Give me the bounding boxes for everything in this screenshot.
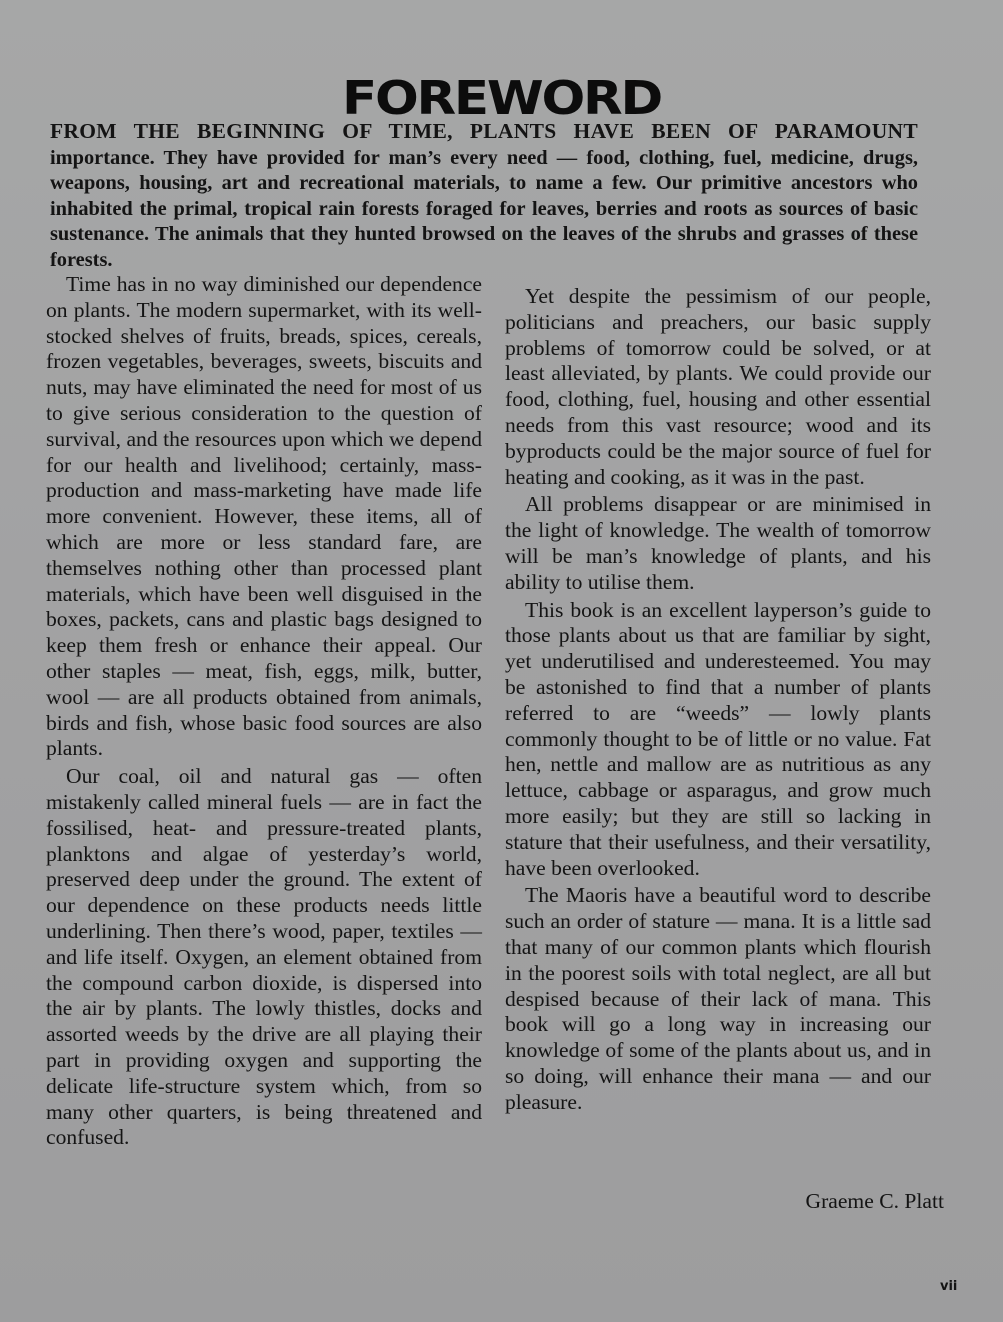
body-paragraph: This book is an excellent layperson’s guide to those plants about us that are familiar by sight, yet underutilised and underesteemed. You may be astonished to find that a number of plants referred to are “weeds” — lowly plants commonly thought to be of little or no value. Fat hen, nettle and mallow are as nutritious as any lettuce, cabbage or asparagus, and grow much more easily; but they are still so lacking in stature that their usefulness, and their versatility, have been overlooked. [505, 597, 931, 880]
intro-text: importance. They have provided for man’s every need — food, clothing, fuel, medicine, drugs, weapons, housing, art and recreational materials, to name a few. Our primitive ancestors who inhabited the primal, tropical rain forests foraged for leaves, berries and roots as sources of basic sustenance. The animals that they hunted browsed on the leaves of the shrubs and grasses of these forests. [50, 146, 918, 271]
page-number: vii [940, 1279, 958, 1294]
body-paragraph: Yet despite the pessimism of our people, politicians and preachers, our basic supply problems of tomorrow could be solved, or at least alleviated, by plants. We could provide our food, clothing, fuel, housing and other essential needs from this vast resource; wood and its byproducts could be the major source of fuel for heating and cooking, as it was in the past. [505, 284, 931, 489]
left-column [46, 272, 482, 1151]
body-paragraph: Our coal, oil and natural gas — often mistakenly called mineral fuels — are in fact the fossilised, heat- and pressure-treated plants, planktons and algae of yesterday’s world, preserved deep under the ground. The extent of our dependence on these products needs little underlining. Then there’s wood, paper, textiles — and life itself. Oxygen, an element obtained from the compound carbon dioxide, is dispersed into the air by plants. The lowly thistles, docks and assorted weeds by the drive are all playing their part in providing oxygen and supporting the delicate life-structure system which, from so many other quarters, is being threatened and confused. [46, 764, 482, 1150]
author-signature: Graeme C. Platt [805, 1189, 944, 1213]
intro-lead: FROM THE BEGINNING OF TIME, PLANTS HAVE BEEN OF PARAMOUNT [50, 119, 918, 143]
page-title: FOREWORD [341, 70, 661, 125]
right-column [505, 284, 931, 1116]
body-paragraph: Time has in no way diminished our dependence on plants. The modern supermarket, with its well-stocked shelves of fruits, breads, spices, cereals, frozen vegetables, beverages, sweets, biscuits and nuts, may have eliminated the need for most of us to give serious consideration to the question of survival, and the resources upon which we depend for our health and livelihood; certainly, mass-production and mass-marketing have made life more convenient. However, these items, all of which are more or less standard fare, are themselves nothing other than processed plant materials, which have been well disguised in the boxes, packets, cans and plastic bags designed to keep them fresh or enhance their appeal. Our other staples — meat, fish, eggs, milk, butter, wool — are all products obtained from animals, birds and fish, whose basic food sources are also plants. [46, 272, 482, 761]
body-paragraph: All problems disappear or are minimised in the light of knowledge. The wealth of tomorrow will be man’s knowledge of plants, and his ability to utilise them. [505, 492, 931, 594]
intro-paragraph [50, 119, 918, 274]
body-paragraph: The Maoris have a beautiful word to describe such an order of stature — mana. It is a little sad that many of our common plants which flourish in the poorest soils with total neglect, are all but despised because of their lack of mana. This book will go a long way in increasing our knowledge of some of the plants about us, and in so doing, will enhance their mana — and our pleasure. [505, 883, 931, 1114]
